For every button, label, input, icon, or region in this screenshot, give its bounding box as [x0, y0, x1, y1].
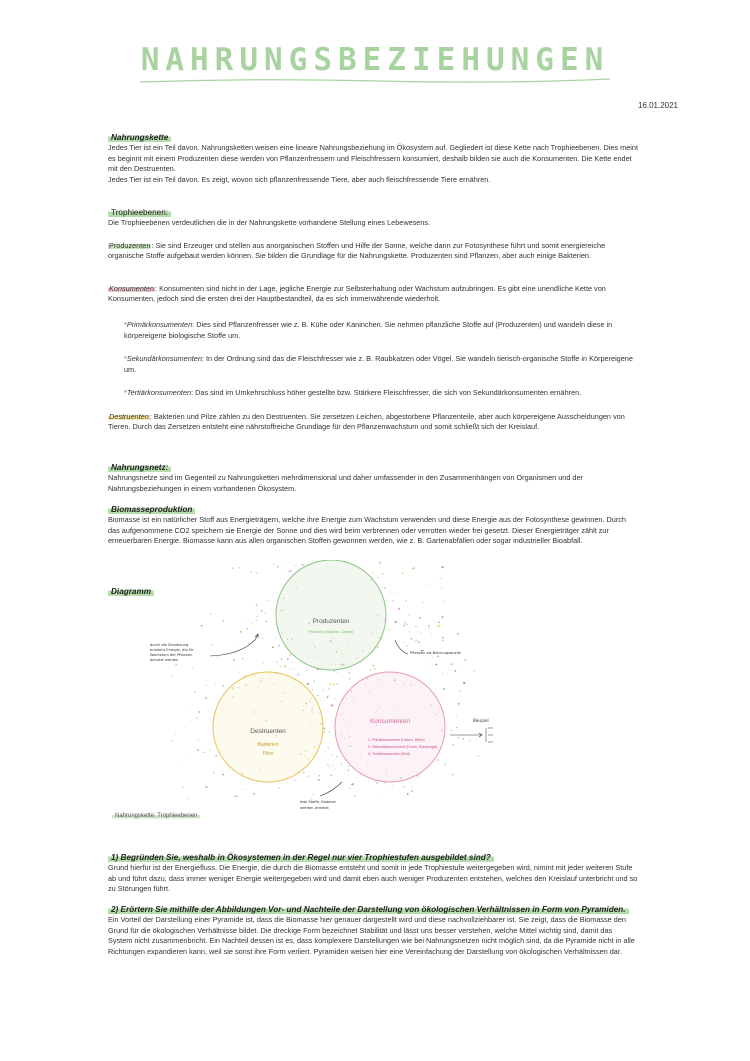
scatter-dot [278, 645, 280, 647]
scatter-dot [233, 568, 234, 569]
section-destruenten [108, 412, 638, 433]
scatter-dot [442, 636, 444, 638]
scatter-dot [343, 782, 344, 783]
scatter-dot [313, 680, 314, 681]
label-konsumenten-3: 3. Tertiärkonsument (Wolf) [368, 752, 411, 756]
scatter-dot [222, 620, 224, 622]
scatter-dot [478, 755, 479, 756]
scatter-dot [452, 744, 454, 746]
scatter-dot [192, 667, 193, 668]
question-2: 2) Erörtern Sie mithilfe der Abbildungen Vor- und Nachteile der Darstellung von ökologischen Verhältnissen in Form von Pyramiden. [108, 905, 629, 915]
scatter-dot [307, 683, 309, 685]
scatter-dot [213, 772, 215, 774]
section-konsumenten [108, 284, 638, 305]
scatter-dot [182, 787, 184, 789]
scatter-dot [234, 796, 236, 798]
scatter-dot [205, 786, 207, 788]
scatter-dot [329, 767, 330, 768]
arrow-bottom [320, 782, 342, 796]
heading-trophieebenen: Trophieebenen: [108, 208, 171, 218]
scatter-dot [331, 705, 333, 707]
scatter-dot [301, 564, 303, 566]
page-title: NAHRUNGSBEZIEHUNGEN [140, 42, 610, 78]
note-left-4: benutzt werden [150, 658, 179, 662]
label-destruenten-sub1: Bakterien [257, 742, 279, 748]
item-sekundaerkonsumenten [124, 347, 634, 382]
scatter-dot [411, 790, 413, 792]
scatter-dot [394, 592, 395, 593]
scatter-dot [257, 616, 259, 618]
arrow-right [395, 640, 408, 654]
scatter-dot [331, 715, 332, 716]
scatter-dot [355, 777, 356, 778]
scatter-dot [377, 646, 379, 648]
item-primaerkonsumenten [124, 313, 634, 348]
scatter-dot [445, 764, 446, 765]
diagram-footer-label: Nahrungskette: Trophieebenen [112, 813, 200, 819]
note-right: Pflanzen als Nahrungsquelle [410, 651, 461, 655]
scatter-dot [252, 623, 253, 624]
scatter-dot [289, 654, 290, 655]
label-produzenten: Produzenten [312, 618, 350, 625]
scatter-dot [251, 571, 252, 572]
scatter-dot [222, 773, 224, 775]
scatter-dot [368, 658, 369, 659]
scatter-dot [262, 638, 263, 639]
scatter-dot [238, 567, 240, 569]
scatter-dot [340, 765, 341, 766]
note-left-3: Wachstum der Pflanzen [150, 653, 193, 657]
question-1: 1) Begründen Sie, weshalb in Ökosystemen in der Regel nur vier Trophiestufen ausgebildet sind? [108, 853, 494, 863]
scatter-dot [209, 750, 210, 751]
scatter-dot [306, 670, 308, 672]
scatter-dot [324, 731, 325, 732]
scatter-dot [419, 617, 421, 619]
scatter-dot [438, 625, 440, 627]
scatter-dot [334, 786, 335, 787]
scatter-dot [390, 591, 391, 592]
scatter-dot [445, 762, 446, 763]
scatter-dot [333, 765, 334, 766]
scatter-dot [437, 759, 439, 761]
scatter-dot [442, 673, 443, 674]
primaer-text: : Dies sind Pflanzenfresser wie z. B. Kühe oder Kaninchen. Sie nehmen pflanzliche Stoffe auf (Produzenten) und wandeln diese in körpereigene biologische Stoffe um. [124, 320, 613, 340]
scatter-dot [456, 715, 457, 716]
scatter-dot [288, 571, 290, 573]
scatter-dot [441, 566, 443, 568]
scatter-dot [336, 683, 337, 684]
scatter-dot [206, 685, 207, 686]
scatter-dot [191, 704, 192, 705]
scatter-dot [291, 662, 292, 663]
scatter-dot [196, 717, 198, 719]
scatter-dot [403, 625, 405, 627]
scatter-dot [256, 620, 257, 621]
scatter-dot [430, 665, 431, 666]
scatter-dot [324, 728, 325, 729]
scatter-dot [348, 672, 349, 673]
section-biomasse [108, 505, 638, 547]
scatter-dot [290, 570, 292, 572]
scatter-dot [329, 683, 331, 685]
term-sekundaer: Sekundärkonsumenten [126, 354, 202, 364]
scatter-dot [388, 629, 390, 631]
scatter-dot [384, 635, 385, 636]
section-nahrungsnetz [108, 463, 638, 494]
tertiaer-text: : Das sind im Umkehrschluss höher gestellte bzw. Stärkere Fleischfresser, die sich von Sekundärkonsumenten ernähren. [191, 388, 582, 398]
scatter-dot [398, 608, 400, 610]
scatter-dot [277, 566, 279, 568]
scatter-dot [312, 794, 313, 795]
scatter-dot [416, 635, 417, 636]
heading-nahrungskette: Nahrungskette [108, 133, 171, 143]
scatter-dot [265, 621, 266, 622]
scatter-dot [294, 780, 295, 781]
scatter-dot [432, 657, 433, 658]
scatter-dot [469, 740, 471, 742]
section-frage-2 [108, 905, 638, 957]
title-underline [140, 76, 610, 86]
item-tertiaerkonsumenten [124, 381, 634, 406]
scatter-dot [379, 562, 381, 564]
scatter-dot [457, 633, 459, 635]
scatter-dot [348, 766, 349, 767]
scatter-dot [303, 664, 304, 665]
scatter-dot [372, 572, 373, 573]
biomasse-text: Biomasse ist ein natürlicher Stoff aus Energieträgern, welche ihre Energie zum Wachstum verwenden und diese Energie aus der Fotosynthese gewinnen. Durch das aufgenommene CO2 speichern sie Energie der Sonne und dies wird beim verbrennen oder verrotten wieder frei gesetzt. Dieser Energieträger zählt zur erneuerbaren Energie. Biomasse kann aus allen organischen Stoffen gewonnen werden, wie z. B. Gartenabfällen oder sogar industrieller Bioabfall. [108, 515, 626, 546]
scatter-dot [197, 749, 199, 751]
scatter-dot [265, 613, 266, 614]
sekundaer-text: : In der Ordnung sind das die Fleischfresser wie z. B. Raubkatzen oder Vögel. Sie wandeln tierisch-organische Stoffe in Körpereigene um. [124, 354, 633, 374]
scatter-dot [404, 622, 405, 623]
food-web-diagram [110, 560, 530, 810]
scatter-dot [458, 703, 460, 705]
scatter-dot [415, 625, 417, 627]
scatter-dot [412, 786, 413, 787]
section-trophieebenen [108, 208, 638, 229]
scatter-dot [403, 786, 404, 787]
scatter-dot [246, 621, 247, 622]
scatter-dot [308, 775, 310, 777]
circle-konsumenten [335, 672, 445, 782]
scatter-dot [215, 755, 217, 757]
scatter-dot [240, 631, 242, 633]
term-produzenten: Produzenten [109, 241, 151, 250]
section-nahrungskette [108, 133, 638, 185]
scatter-dot [277, 638, 278, 639]
scatter-dot [408, 614, 410, 616]
scatter-dot [328, 747, 329, 748]
scatter-dot [303, 772, 304, 773]
scatter-dot [404, 643, 405, 644]
section-produzenten [108, 241, 638, 262]
scatter-dot [392, 600, 393, 601]
scatter-dot [296, 675, 297, 676]
scatter-dot [334, 698, 335, 699]
scatter-dot [456, 727, 457, 728]
scatter-dot [217, 656, 218, 657]
scatter-dot [374, 668, 376, 670]
scatter-dot [443, 688, 445, 690]
trophieebenen-text: Die Trophieebenen verdeutlichen die in der Nahrungskette vorhandene Stellung eines Lebewesens. [108, 218, 431, 228]
scatter-dot [287, 658, 289, 660]
scatter-dot [392, 785, 393, 786]
scatter-dot [411, 638, 413, 640]
scatter-dot [458, 737, 460, 739]
scatter-dot [347, 769, 349, 771]
scatter-dot [331, 765, 332, 766]
scatter-dot [245, 789, 246, 790]
scatter-dot [412, 567, 414, 569]
scatter-dot [370, 669, 371, 670]
scatter-dot [276, 661, 278, 663]
nahrungskette-text-2: Jedes Tier ist ein Teil davon. Es zeigt, wovon sich pflanzenfressende Tiere, aber auch fleischfressende Tiere ernähren. [108, 174, 491, 184]
scatter-dot [331, 755, 332, 756]
scatter-dot [205, 697, 207, 699]
scatter-dot [435, 664, 437, 666]
circle-produzenten [276, 560, 386, 670]
note-left-1: durch die Zersetzung [150, 643, 189, 647]
scatter-dot [261, 610, 263, 612]
scatter-dot [350, 788, 351, 789]
scatter-dot [262, 662, 263, 663]
term-destruenten: Destruenten [109, 412, 149, 421]
scatter-dot [451, 730, 453, 732]
scatter-dot [442, 640, 443, 641]
scatter-dot [322, 689, 324, 691]
scatter-dot [349, 678, 350, 679]
scatter-dot [194, 691, 196, 693]
scatter-dot [268, 600, 269, 601]
scatter-dot [319, 775, 320, 776]
scatter-dot [366, 562, 367, 563]
scatter-dot [318, 779, 320, 781]
label-konsumenten-1: 1. Primärkonsument (Hasen, Rehe) [368, 738, 425, 742]
scatter-dot [450, 664, 452, 666]
arrow-left [210, 634, 258, 656]
scatter-dot [312, 689, 313, 690]
scatter-dot [462, 738, 464, 740]
scatter-dot [334, 769, 335, 770]
scatter-dot [332, 684, 334, 686]
scatter-dot [294, 669, 295, 670]
scatter-dot [329, 731, 330, 732]
scatter-dot [210, 613, 212, 615]
scatter-dot [336, 756, 337, 757]
note-bottom-2: werden zersetzt [300, 806, 329, 810]
scatter-dot [440, 578, 441, 579]
scatter-dot [405, 600, 407, 602]
scatter-dot [229, 769, 230, 770]
scatter-dot [242, 658, 244, 660]
scatter-dot [236, 795, 238, 797]
scatter-dot [215, 683, 216, 684]
scatter-dot [418, 632, 419, 633]
scatter-dot [423, 602, 424, 603]
scatter-dot [253, 793, 255, 795]
scatter-dot [284, 665, 286, 667]
answer-1: Grund hierfür ist der Energiefluss. Die Energie, die durch die Biomasse entsteht und somit in jede Trophiestufe weitergegeben wird, nimmt mit jeder weiteren Stufe ab und führt dazu, dass immer weniger Energie weitergegeben wird und damit eben auch weniger Produzenten entstehen, welches den Kreislauf unterbricht und so zu Störungen führt. [108, 863, 638, 894]
scatter-dot [297, 673, 299, 675]
destruenten-text: : Bakterien und Pilze zählen zu den Destruenten. Sie zersetzen Leichen, abgestorbene Pflanzenteile, aber auch körpereigene Ausscheidungen von Tieren. Durch das Zersetzen entsteht eine nährstoffreiche Grundlage für den Pflanzenwachstum und somit schließt sich der Kreislauf. [108, 412, 625, 432]
scatter-dot [171, 740, 173, 742]
scatter-dot [290, 668, 291, 669]
scatter-dot [172, 676, 173, 677]
scatter-dot [256, 572, 258, 574]
scatter-dot [452, 774, 454, 776]
label-konsumenten: Konsumenten [369, 718, 411, 725]
scatter-dot [464, 659, 465, 660]
scatter-dot [373, 665, 375, 667]
label-konsumenten-2: 2. Sekundärkonsument (Fuchs, Raubvogel) [368, 745, 438, 749]
scatter-dot [418, 641, 420, 643]
heading-diagramm: Diagramm [108, 587, 154, 597]
scatter-dot [337, 672, 338, 673]
scatter-dot [431, 633, 432, 634]
scatter-dot [252, 647, 253, 648]
star-icon: * [124, 354, 127, 364]
scatter-dot [256, 604, 257, 605]
scatter-dot [188, 798, 189, 799]
scatter-dot [406, 645, 407, 646]
scatter-dot [441, 588, 443, 590]
nahrungskette-text-1: Jedes Tier ist ein Teil davon. Nahrungsketten weisen eine lineare Nahrungsbeziehung im Ökosystem auf. Gegliedert ist diese Kette nach Trophieebenen. Dies meint es beginnt mit einem Produzenten diese werden von Pflanzenfressern und Fleischfressern konsumiert, deshalb bilden sie auch die Konsumenten. Die Kette endet mit den Destruenten. [108, 143, 638, 174]
scatter-dot [352, 783, 354, 785]
scatter-dot [324, 751, 325, 752]
star-icon: * [124, 388, 127, 398]
scatter-dot [203, 752, 205, 754]
scatter-dot [409, 631, 410, 632]
scatter-dot [377, 577, 378, 578]
beispiel-list-marks [488, 728, 493, 742]
scatter-dot [389, 789, 390, 790]
scatter-dot [229, 649, 230, 650]
scatter-dot [382, 573, 384, 575]
scatter-dot [341, 763, 342, 764]
scatter-dot [280, 666, 281, 667]
produzenten-text: : Sie sind Erzeuger und stellen aus anorganischen Stoffen und Hilfe der Sonne, welche dann zur Fotosynthese führt und somit energiereiche organische Stoffe aufgebaut werden können. Sie bilden die Grundlage für die Nahrungskette. Produzenten sind Pflanzen, aber auch einige Bakterien. [108, 241, 606, 261]
section-frage-1 [108, 853, 638, 895]
scatter-dot [273, 563, 274, 564]
term-primaer: Primärkonsumenten [126, 320, 193, 330]
scatter-dot [429, 584, 430, 585]
scatter-dot [233, 659, 235, 661]
scatter-dot [246, 628, 248, 630]
scatter-dot [285, 647, 286, 648]
scatter-dot [238, 671, 239, 672]
scatter-dot [429, 628, 430, 629]
scatter-dot [175, 664, 176, 665]
scatter-dot [395, 621, 397, 623]
label-destruenten-sub2: Pilze [262, 751, 274, 757]
scatter-dot [260, 572, 261, 573]
date: 16.01.2021 [637, 101, 678, 110]
scatter-dot [317, 695, 318, 696]
scatter-dot [415, 640, 417, 642]
scatter-dot [222, 685, 224, 687]
scatter-dot [459, 690, 461, 692]
scatter-dot [278, 788, 280, 790]
label-produzenten-sub: Pflanzen (Bäume, Zellen) [308, 629, 354, 634]
scatter-dot [211, 644, 213, 646]
scatter-dot [443, 601, 444, 602]
scatter-dot [198, 739, 199, 740]
scatter-dot [421, 633, 422, 634]
scatter-dot [294, 565, 295, 566]
scatter-dot [272, 646, 274, 648]
scatter-dot [248, 642, 250, 644]
label-beispiel: Beispiel [473, 718, 489, 723]
scatter-dot [454, 670, 456, 672]
scatter-dot [288, 562, 289, 563]
scatter-dot [463, 682, 465, 684]
nahrungsnetz-text: Nahrungsnetze sind im Gegenteil zu Nahrungsketten mehrdimensional und daher umfassender in den Zusammenhängen von Organismen und der Nahrungsbeziehungen in einem vorhandenen Ökosystem. [108, 473, 583, 493]
heading-nahrungsnetz: Nahrungsnetz: [108, 463, 171, 473]
scatter-dot [383, 795, 384, 796]
scatter-dot [324, 729, 325, 730]
heading-biomasse: Biomasseproduktion [108, 505, 195, 515]
konsumenten-text: : Konsumenten sind nicht in der Lage, jegliche Energie zur Selbsterhaltung oder Wachstum aufzubringen. Es gibt eine unendliche Kette von Konsumenten, jedoch sind die ersten drei der Hauptbestandteil, da es sich immerwährende wiederholt. [108, 284, 606, 304]
answer-2: Ein Vorteil der Darstellung einer Pyramide ist, dass die Biomasse hier genauer dargestellt wird und diese nachvollziehbarer ist. Sie zeigt, dass die Biomasse den Grund für die ökologischen Verhältnisse bildet. Die dreckige Form bezeichnet Stabilität und lässt uns besser verstehen, welche Mittel wichtig sind, damit das System nicht zusammenbricht. Ein Nachteil dessen ist es, dass komplexere Darstellungen wie bei Nahrungsnetzen nicht möglich sind, da die Pyramide nicht in alle Richtungen expandieren kann, weil sie sonst ihre Form verliert. Pyramiden weisen hier eine Vereinfachung der Darstellung von ökologischen Verhältnissen dar. [108, 915, 635, 956]
scatter-dot [198, 711, 200, 713]
scatter-dot [184, 727, 185, 728]
scatter-dot [474, 670, 475, 671]
scatter-dot [328, 759, 329, 760]
scatter-dot [438, 622, 440, 624]
star-icon: * [124, 320, 127, 330]
scatter-dot [186, 757, 187, 758]
scatter-dot [201, 625, 203, 627]
circle-destruenten [213, 672, 323, 782]
label-destruenten: Destruenten [250, 728, 286, 735]
scatter-dot [327, 764, 328, 765]
scatter-dot [327, 696, 329, 698]
scatter-dot [328, 688, 330, 690]
scatter-dot [384, 587, 386, 589]
note-left-2: entsteht Energie, die für [150, 648, 194, 652]
scatter-dot [330, 775, 332, 777]
scatter-dot [376, 782, 378, 784]
scatter-dot [441, 616, 443, 618]
term-konsumenten: Konsumenten [109, 284, 155, 293]
scatter-dot [175, 733, 176, 734]
scatter-dot [402, 572, 404, 574]
scatter-dot [182, 767, 183, 768]
note-bottom-1: tote Stoffe, Kadaver [300, 800, 337, 804]
term-tertiaer: Tertiärkonsumenten [126, 388, 192, 398]
scatter-dot [407, 793, 409, 795]
scatter-dot [428, 625, 429, 626]
scatter-dot [407, 624, 408, 625]
scatter-dot [437, 655, 439, 657]
scatter-dot [375, 781, 376, 782]
scatter-dot [354, 795, 356, 797]
scatter-dot [233, 641, 234, 642]
scatter-dot [281, 658, 283, 660]
scatter-dot [333, 670, 335, 672]
scatter-dot [329, 695, 330, 696]
